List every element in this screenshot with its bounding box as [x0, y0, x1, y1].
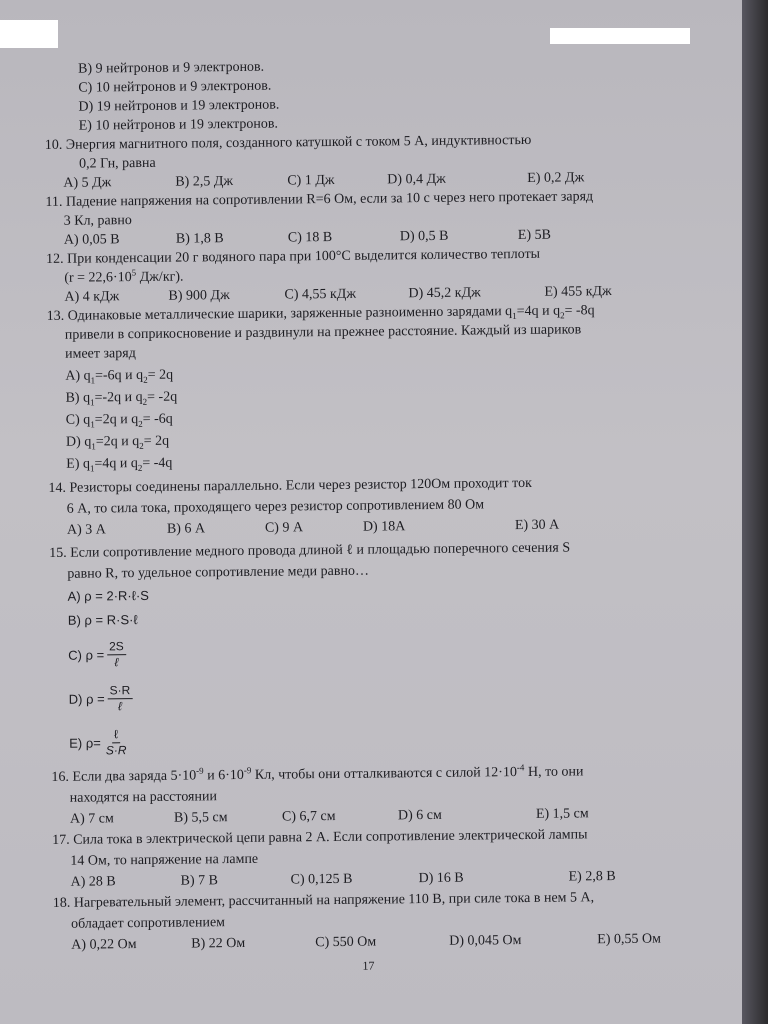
option-b: B) $q_1=-2q$ и $q_2= -2q$ [65, 389, 178, 408]
question-text: 18. Нагревательный элемент, рассчитанный на напряжение 110 В, при силе тока в нем 5 А, [52, 890, 595, 911]
question-text: 12. При конденсации 20 г водяного пара при 100°С выделится количество теплоты [46, 246, 541, 267]
option-e: E) ρ= $\frac{\text{ℓ}}{S\cdot R}$ [69, 726, 127, 757]
question-text: 14 Ом, то напряжение на лампе [70, 851, 259, 869]
question-16 [51, 760, 742, 830]
question-text: 11. Падение напряжения на сопротивлении R=6 Ом, если за 10 с через него протекает заряд [45, 189, 594, 210]
question-text: 3 Кл, равно [63, 213, 132, 229]
option-a: A) 3 А [66, 522, 106, 538]
option-b: B) 6 А [166, 521, 206, 537]
option-d: D) $q_1=2q$ и $q_2= 2q$ [65, 433, 170, 452]
option-e: E) 455 кДж [544, 284, 612, 300]
question-text: 15. Если сопротивление медного провода длиной ℓ и площадью поперечного сечения S [49, 540, 571, 561]
option-c: C) 6,7 см [281, 808, 336, 825]
option-a: A) 7 см [69, 811, 114, 827]
option-a: A) 0,05 В [63, 232, 120, 248]
option-a: A) 4 кДж [64, 289, 120, 305]
option-d: D) 0,045 Ом [449, 933, 522, 949]
option-text: B) 9 нейтронов и 9 электронов. [78, 59, 265, 77]
option-text: E) 10 нейтронов и 19 электронов. [78, 116, 279, 134]
option-b: B) ρ = R·S·ℓ [67, 612, 138, 628]
option-b: B) 2,5 Дж [175, 174, 234, 190]
option-d: D) 6 см [397, 807, 442, 824]
question-text: равно R, то удельное сопротивление меди равно… [67, 563, 370, 582]
question-text: ($r = 22,6\cdot 10^5$ Дж/кг). [64, 267, 184, 286]
question-text: обладает сопротивлением [70, 915, 226, 932]
redacted-area-left [0, 20, 58, 48]
option-a: A) 28 В [70, 874, 116, 890]
option-e: E) 1,5 см [535, 806, 589, 822]
question-15 [49, 536, 741, 765]
option-c: C) 4,55 кДж [284, 286, 357, 303]
question-text: 16. Если два заряда $5\cdot 10^{-9}$ и $6\cdot 10^{-9}$ Кл, чтобы они отталкиваются с силой $12\cdot 10^{-4}$ Н, то они [51, 762, 584, 785]
page-content [44, 53, 742, 979]
question-text: 6 А, то сила тока, проходящего через резистор сопротивлением 80 Ом [66, 497, 485, 517]
option-e: E) 5В [517, 227, 552, 244]
option-c: C) $q_1=2q$ и $q_2= -6q$ [65, 411, 173, 430]
question-text: привели в соприкосновение и раздвинули на прежнее расстояние. Каждый из шариков [64, 322, 582, 343]
question-18 [53, 886, 742, 956]
question-11 [45, 186, 736, 250]
question-9-tail [44, 53, 735, 136]
question-text: 14. Резисторы соединены параллельно. Если через резистор 120Ом проходит ток [48, 475, 532, 496]
option-e: E) 2,8 В [568, 869, 616, 885]
option-b: B) 900 Дж [168, 288, 230, 304]
redacted-area-right [550, 28, 690, 44]
option-c: C) 18 В [287, 229, 333, 246]
option-d: D) 18А [362, 519, 406, 535]
option-b: B) 1,8 В [175, 231, 224, 247]
question-text: 0,2 Гн, равна [79, 155, 156, 172]
option-b: B) 22 Ом [191, 935, 246, 952]
option-d: D) ρ = $\frac{S\cdot R}{\text{ℓ}}$ [50, 670, 740, 721]
question-text: 10. Энергия магнитного поля, созданного катушкой с током 5 А, индуктивностью [44, 132, 532, 153]
option-d: D) 0,5 В [399, 228, 449, 245]
option-c: C) 0,125 В [290, 871, 353, 888]
option-b: B) 5,5 см [173, 810, 228, 826]
option-a: A) 0,22 Ом [71, 937, 137, 953]
page-edge-shadow [742, 0, 768, 1024]
question-10 [45, 129, 736, 193]
option-e: E) 0,2 Дж [527, 170, 585, 186]
option-c: C) 9 А [264, 520, 304, 536]
option-e: E) 30 А [514, 517, 560, 534]
page-number: 17 [362, 958, 375, 973]
question-14 [48, 471, 739, 541]
option-c: C) 550 Ом [315, 934, 377, 951]
option-text: C) 10 нейтронов и 9 электронов. [78, 78, 272, 96]
option-c: C) ρ = $\frac{2S}{\text{ℓ}}$ [50, 626, 740, 677]
option-e: E) 0,55 Ом [597, 931, 662, 948]
question-text: находятся на расстоянии [69, 789, 218, 806]
option-d: D) 16 В [418, 870, 464, 887]
option-d: D) 0,4 Дж [387, 171, 446, 188]
option-d: D) 45,2 кДж [408, 285, 481, 302]
question-text: 17. Сила тока в электрической цепи равна 2 А. Если сопротивление электрической лампы [52, 827, 588, 848]
option-b: B) 7 В [180, 873, 219, 889]
option-e: E) $q_1=4q$ и $q_2= -4q$ [66, 455, 173, 474]
option-c: C) 1 Дж [287, 172, 335, 189]
option-text: D) 19 нейтронов и 19 электронов. [78, 97, 280, 115]
option-a: A) 5 Дж [63, 175, 112, 191]
option-a: A) ρ = 2·R·ℓ·S [67, 587, 150, 604]
question-12 [46, 243, 737, 307]
question-text: 13. Одинаковые металлические шарики, заряженные разноименно зарядами $q_1=4q$ и $q_2= -8q$ [46, 303, 595, 324]
question-text: имеет заряд [65, 346, 136, 362]
question-17 [52, 823, 742, 893]
option-a: A) $q_1=-6q$ и $q_2= 2q$ [65, 367, 174, 386]
question-13 [47, 300, 739, 476]
